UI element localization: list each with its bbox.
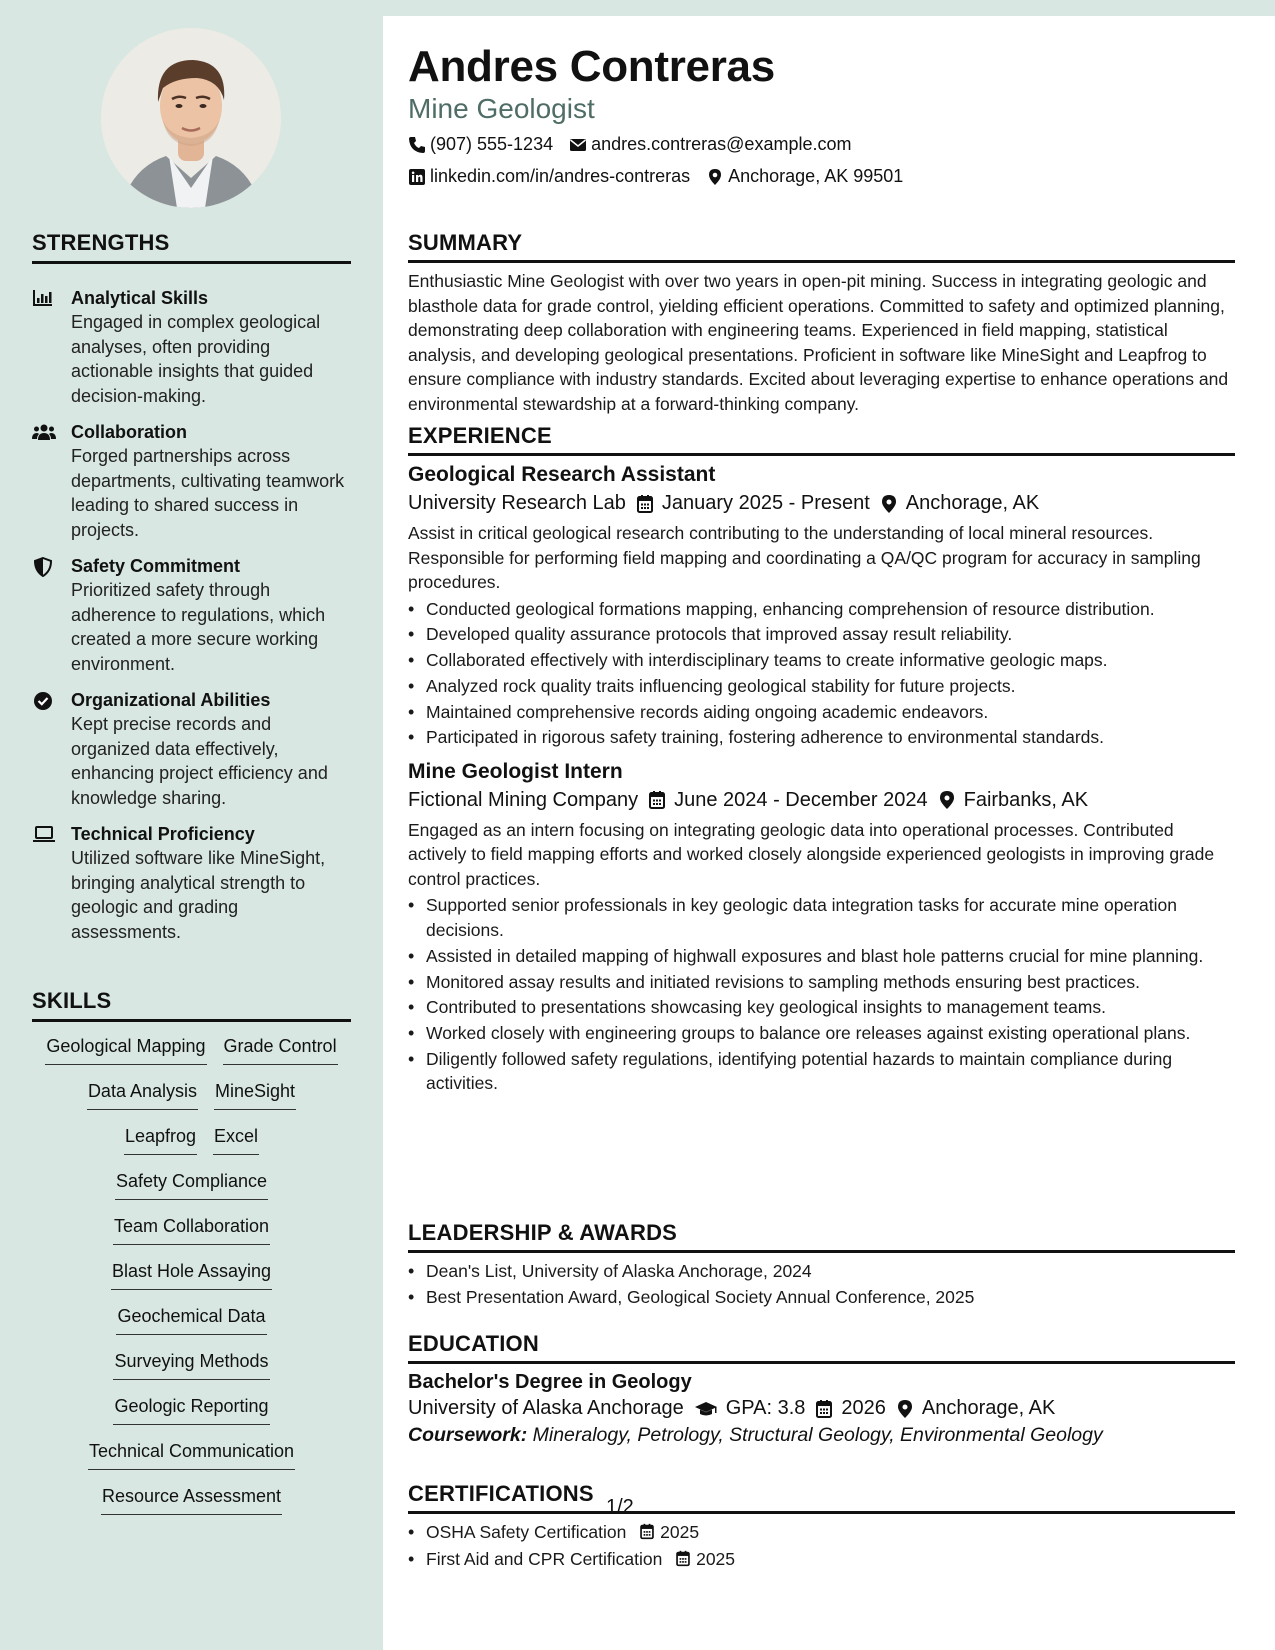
certification-name: OSHA Safety Certification: [426, 1522, 627, 1542]
bullet-item: • Supported senior professionals in key geologic data integration tasks for accurate mine operation decisions.: [408, 893, 1235, 942]
certification-year: 2025: [660, 1522, 700, 1542]
bullet-item: • Monitored assay results and initiated revisions to sampling methods ensuring best practices.: [408, 970, 1235, 995]
strength-desc: Utilized software like MineSight, bringing analytical strength to geologic and grading assessments.: [71, 848, 326, 942]
contact-row-2: [408, 166, 903, 187]
strength-desc: Kept precise records and organized data effectively, enhancing project efficiency and knowledge sharing.: [71, 714, 328, 808]
skill-tag: Leapfrog: [124, 1125, 197, 1155]
bullet-item: • Contributed to presentations showcasing key geological insights to management teams.: [408, 995, 1235, 1020]
strength-title: Technical Proficiency: [71, 824, 255, 844]
skill-tag: MineSight: [214, 1080, 296, 1110]
job-bullets: [408, 597, 1235, 750]
phone-contact[interactable]: [408, 134, 553, 155]
job-title: Mine Geologist Intern: [408, 759, 623, 783]
bullet-item: • Analyzed rock quality traits influencing geological stability for future projects.: [408, 674, 1235, 699]
graduation-cap-icon: [694, 1399, 718, 1419]
shield-icon: [32, 557, 54, 575]
skill-tag: Surveying Methods: [113, 1350, 269, 1380]
summary-text: Enthusiastic Mine Geologist with over two years in open-pit mining. Success in integrating geologic and blasthole data for grade control, yielding efficient operations. Committed to safety and optimized planning, demonstrating deep collaboration with engineering teams. Experienced in field mapping, statistical analysis, and developing geological presentations. Proficient in software like MineSight and Leapfrog to ensure compliance with industry standards. Excited about leveraging expertise to enhance operations and environmental stewardship at a forward-thinking company.: [408, 271, 1229, 414]
certification-item: [408, 1520, 1235, 1545]
gpa-text: GPA: 3.8: [725, 1397, 806, 1419]
education-meta: [408, 1397, 1235, 1420]
laptop-icon: [32, 825, 54, 843]
award-item: • Dean's List, University of Alaska Anchorage, 2024: [408, 1259, 1235, 1284]
candidate-name: Andres Contreras: [408, 42, 775, 91]
strengths-list: [32, 286, 352, 956]
job-entry: [408, 463, 1235, 750]
skill-tag: Grade Control: [223, 1035, 338, 1065]
location-text: Anchorage, AK 99501: [728, 166, 904, 186]
skill-tag: Geologic Reporting: [113, 1395, 269, 1425]
bullet-item: • Assisted in detailed mapping of highwall exposures and blast hole patterns crucial for mine planning.: [408, 944, 1235, 969]
map-pin-icon: [706, 168, 724, 186]
candidate-role: Mine Geologist: [408, 93, 595, 124]
bullet-item: • Worked closely with engineering groups to balance ore releases against existing operational plans.: [408, 1021, 1235, 1046]
job-company: University Research Lab: [408, 492, 626, 514]
job-location: Anchorage, AK: [905, 492, 1040, 514]
skill-tag: Technical Communication: [88, 1440, 295, 1470]
users-icon: [32, 423, 54, 441]
main-content: [383, 16, 1275, 1650]
location-contact: [706, 166, 903, 187]
page-number: 1/2: [606, 1496, 634, 1518]
leadership-heading: LEADERSHIP & AWARDS: [408, 1220, 1235, 1253]
sidebar: [0, 0, 383, 1650]
skill-tag: Data Analysis: [87, 1080, 198, 1110]
strength-item: [32, 554, 352, 676]
summary-section: [408, 230, 1235, 416]
skill-tag: Team Collaboration: [113, 1215, 270, 1245]
strength-item: [32, 822, 352, 944]
certifications-section: [408, 1481, 1235, 1571]
avatar: [101, 28, 281, 208]
bullet-item: • Maintained comprehensive records aiding ongoing academic endeavors.: [408, 700, 1235, 725]
skill-tag: Resource Assessment: [101, 1485, 282, 1515]
map-pin-icon: [880, 494, 898, 514]
job-title: Geological Research Assistant: [408, 463, 716, 486]
strength-item: [32, 688, 352, 810]
certification-item: [408, 1547, 1235, 1572]
bullet-item: • Diligently followed safety regulations, identifying potential hazards to maintain compliance during activities.: [408, 1047, 1235, 1096]
education-heading: EDUCATION: [408, 1331, 1235, 1364]
leadership-list: [408, 1259, 1235, 1310]
skills-list: [32, 1035, 351, 1530]
job-dates: January 2025 - Present: [661, 492, 870, 514]
job-entry: [408, 760, 1235, 1096]
summary-heading: SUMMARY: [408, 230, 1235, 263]
bullet-item: • Developed quality assurance protocols that improved assay result reliability.: [408, 622, 1235, 647]
skill-tag: Geochemical Data: [116, 1305, 266, 1335]
degree-title: Bachelor's Degree in Geology: [408, 1371, 692, 1393]
calendar-icon: [815, 1399, 833, 1419]
certification-name: First Aid and CPR Certification: [426, 1548, 663, 1569]
calendar-icon: [636, 494, 654, 514]
email-contact[interactable]: [569, 134, 851, 155]
certifications-list: [408, 1520, 1235, 1571]
bullet-item: • Conducted geological formations mapping, enhancing comprehension of resource distribution.: [408, 597, 1235, 622]
calendar-icon: [648, 790, 666, 810]
calendar-icon: [675, 1550, 691, 1567]
school-name: University of Alaska Anchorage: [408, 1397, 684, 1419]
email-text: andres.contreras@example.com: [591, 134, 852, 154]
skills-heading: SKILLS: [32, 988, 351, 1022]
map-pin-icon: [938, 790, 956, 810]
job-location: Fairbanks, AK: [963, 788, 1089, 811]
strength-title: Organizational Abilities: [71, 690, 271, 710]
school-location: Anchorage, AK: [921, 1397, 1056, 1419]
coursework: [408, 1424, 1235, 1447]
strength-desc: Prioritized safety through adherence to regulations, which created a more secure working environment.: [71, 580, 326, 674]
map-pin-icon: [896, 1399, 914, 1419]
calendar-icon: [639, 1523, 655, 1540]
bullet-item: • Participated in rigorous safety training, fostering adherence to environmental standards.: [408, 725, 1235, 750]
linkedin-contact[interactable]: [408, 166, 690, 187]
strength-item: [32, 420, 352, 542]
strength-title: Safety Commitment: [71, 556, 241, 576]
award-item: • Best Presentation Award, Geological Society Annual Conference, 2025: [408, 1285, 1235, 1310]
strength-title: Analytical Skills: [71, 288, 209, 308]
graduation-year: 2026: [841, 1397, 886, 1419]
phone-text: (907) 555-1234: [430, 134, 554, 154]
strength-item: [32, 286, 352, 408]
job-meta: [408, 789, 1235, 812]
check-circle-icon: [32, 691, 54, 709]
experience-heading: EXPERIENCE: [408, 423, 1235, 456]
envelope-icon: [569, 136, 587, 154]
skill-tag: Safety Compliance: [115, 1170, 268, 1200]
skill-tag: Excel: [213, 1125, 259, 1155]
job-dates: June 2024 - December 2024: [674, 788, 928, 811]
skill-tag: Geological Mapping: [45, 1035, 206, 1065]
job-bullets: [408, 893, 1235, 1095]
job-company: Fictional Mining Company: [408, 788, 639, 811]
linkedin-icon: [408, 168, 426, 186]
strength-desc: Forged partnerships across departments, cultivating teamwork leading to shared success in projects.: [71, 446, 345, 540]
job-description: Assist in critical geological research contributing to the understanding of local mineral resources. Responsible for performing field mapping and coordinating a QA/QC program for accuracy in sampling procedures.: [408, 523, 1201, 592]
experience-section: [408, 423, 1235, 1096]
contact-row-1: [408, 134, 851, 155]
certification-year: 2025: [696, 1548, 736, 1569]
phone-icon: [408, 136, 426, 154]
skill-tag: Blast Hole Assaying: [111, 1260, 272, 1290]
strengths-heading: STRENGTHS: [32, 230, 351, 264]
strength-title: Collaboration: [71, 422, 187, 442]
job-meta: [408, 492, 1235, 515]
coursework-label: Coursework:: [408, 1424, 528, 1446]
leadership-section: [408, 1220, 1235, 1310]
linkedin-text: linkedin.com/in/andres-contreras: [430, 166, 691, 186]
bullet-item: • Collaborated effectively with interdisciplinary teams to create informative geologic maps.: [408, 648, 1235, 673]
education-section: [408, 1331, 1235, 1447]
job-description: Engaged as an intern focusing on integrating geologic data into operational processes. Contributed actively to field mapping efforts and worked closely alongside experienced geologists in improving grade control practices.: [408, 819, 1215, 889]
strength-desc: Engaged in complex geological analyses, often providing actionable insights that guided decision-making.: [71, 312, 321, 406]
certifications-heading: CERTIFICATIONS: [408, 1481, 1235, 1514]
chart-icon: [32, 289, 54, 307]
coursework-list: Mineralogy, Petrology, Structural Geology, Environmental Geology: [532, 1424, 1103, 1446]
